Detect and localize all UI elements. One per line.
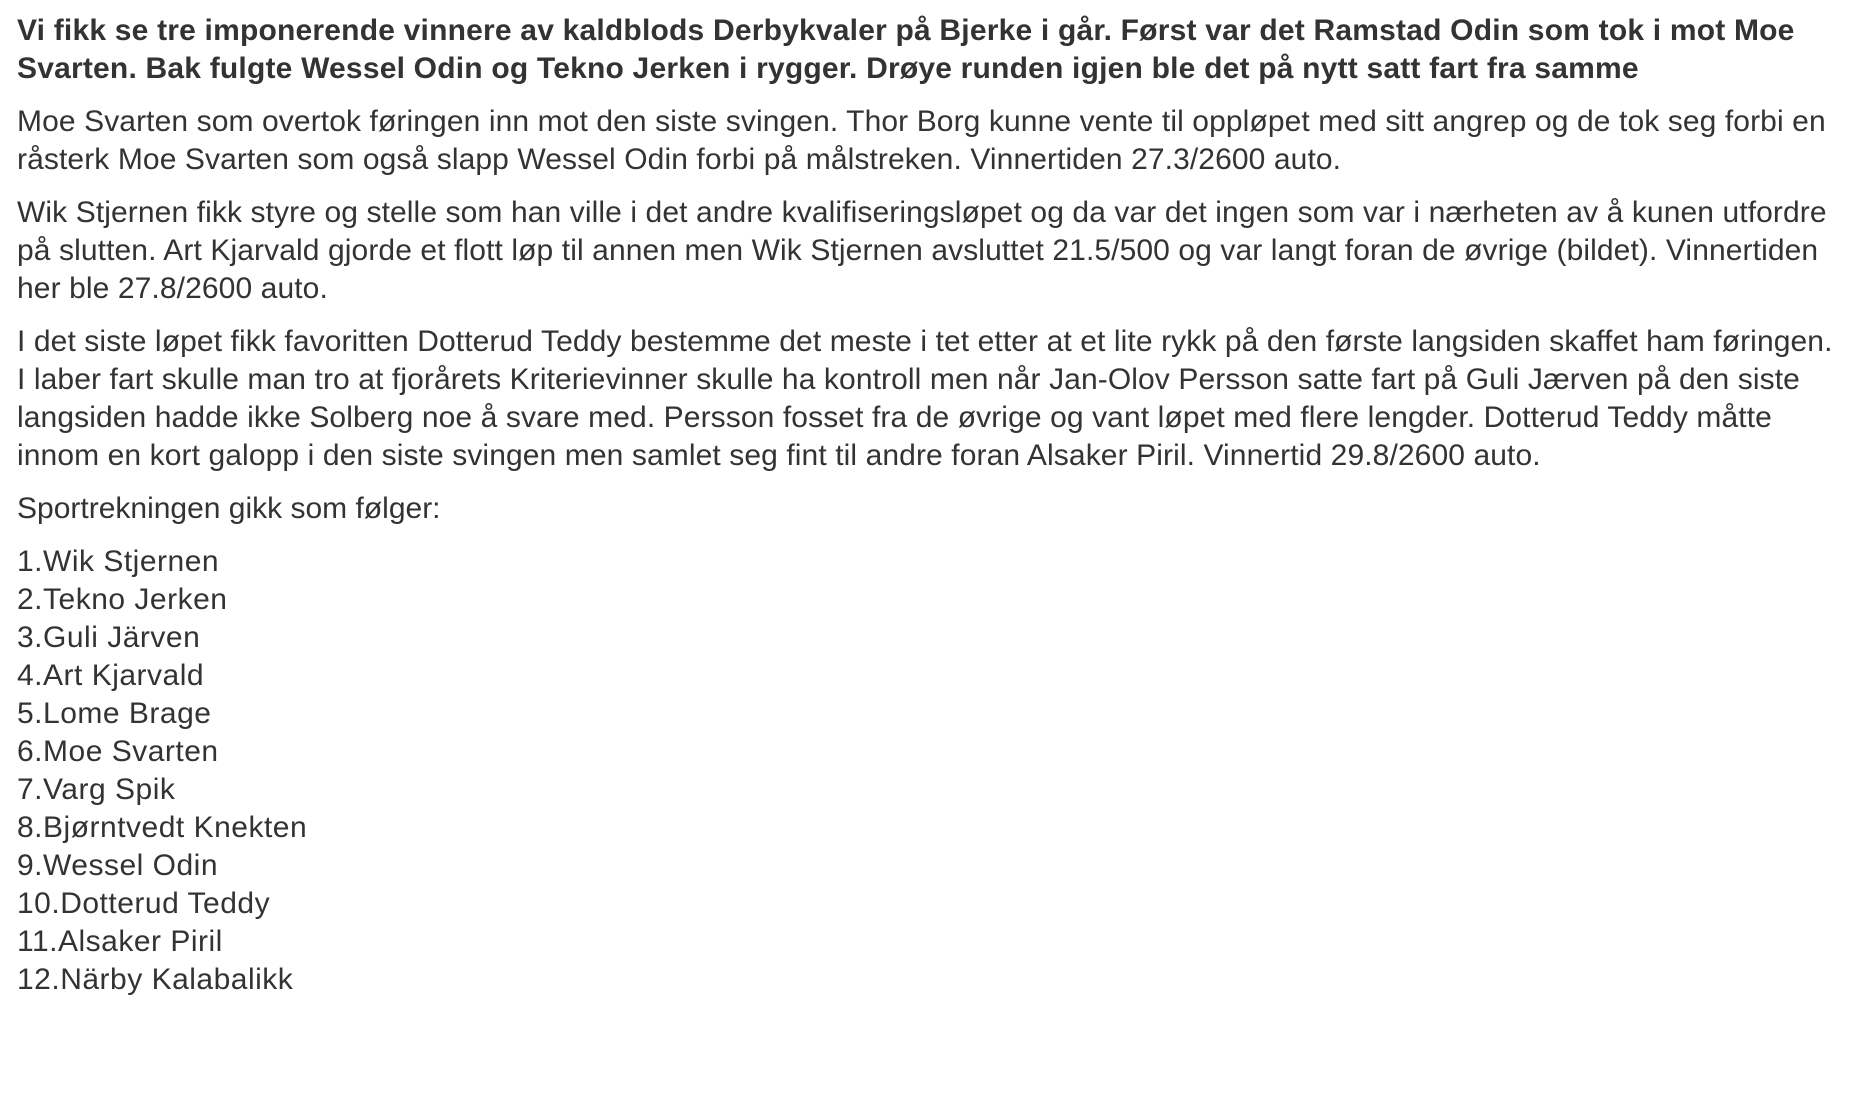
ranking-item: 9.Wessel Odin — [17, 849, 219, 882]
ranking-item: 3.Guli Järven — [17, 621, 201, 654]
article-paragraph: Moe Svarten som overtok føringen inn mot den siste svingen. Thor Borg kunne vente til oppløpet med sitt angrep og de tok seg forbi en råsterk Moe Svarten som også slapp Wessel Odin forbi på målstreken. Vinnertiden 27.3/2600 auto. — [17, 105, 1826, 176]
ranking-item: 4.Art Kjarvald — [17, 659, 205, 692]
ranking-item: 7.Varg Spik — [17, 773, 176, 806]
article-paragraph: I det siste løpet fikk favoritten Dotterud Teddy bestemme det meste i tet etter at et lite rykk på den første langsiden skaffet ham føringen. I laber fart skulle man tro at fjorårets Kriterievinner skulle ha kontroll men når Jan-Olov Persson satte fart på Guli Jærven på den siste langsiden hadde ikke Solberg noe å svare med. Persson fosset fra de øvrige og vant løpet med flere lengder. Dotterud Teddy måtte innom en kort galopp i den siste svingen men samlet seg fint til andre foran Alsaker Piril. Vinnertid 29.8/2600 auto. — [17, 325, 1833, 472]
ranking-item: 2.Tekno Jerken — [17, 583, 228, 616]
ranking-item: 12.Närby Kalabalikk — [17, 963, 294, 996]
article-paragraph: Wik Stjernen fikk styre og stelle som han ville i det andre kvalifiseringsløpet og da var det ingen som var i nærheten av å kunen utfordre på slutten. Art Kjarvald gjorde et flott løp til annen men Wik Stjernen avsluttet 21.5/500 og var langt foran de øvrige (bildet). Vinnertiden her ble 27.8/2600 auto. — [17, 196, 1827, 305]
article-body — [17, 12, 1847, 999]
ranking-intro: Sportrekningen gikk som følger: — [17, 492, 441, 525]
ranking-item: 1.Wik Stjernen — [17, 545, 220, 578]
ranking-item: 6.Moe Svarten — [17, 735, 219, 768]
ranking-item: 10.Dotterud Teddy — [17, 887, 271, 920]
ranking-item: 5.Lome Brage — [17, 697, 212, 730]
ranking-item: 11.Alsaker Piril — [17, 925, 223, 958]
ranking-item: 8.Bjørntvedt Knekten — [17, 811, 308, 844]
ranking-list — [17, 543, 1847, 999]
article-lead: Vi fikk se tre imponerende vinnere av kaldblods Derbykvaler på Bjerke i går. Først var det Ramstad Odin som tok i mot Moe Svarten. Bak fulgte Wessel Odin og Tekno Jerken i rygger. Drøye runden igjen ble det på nytt satt fart fra samme — [17, 14, 1795, 85]
